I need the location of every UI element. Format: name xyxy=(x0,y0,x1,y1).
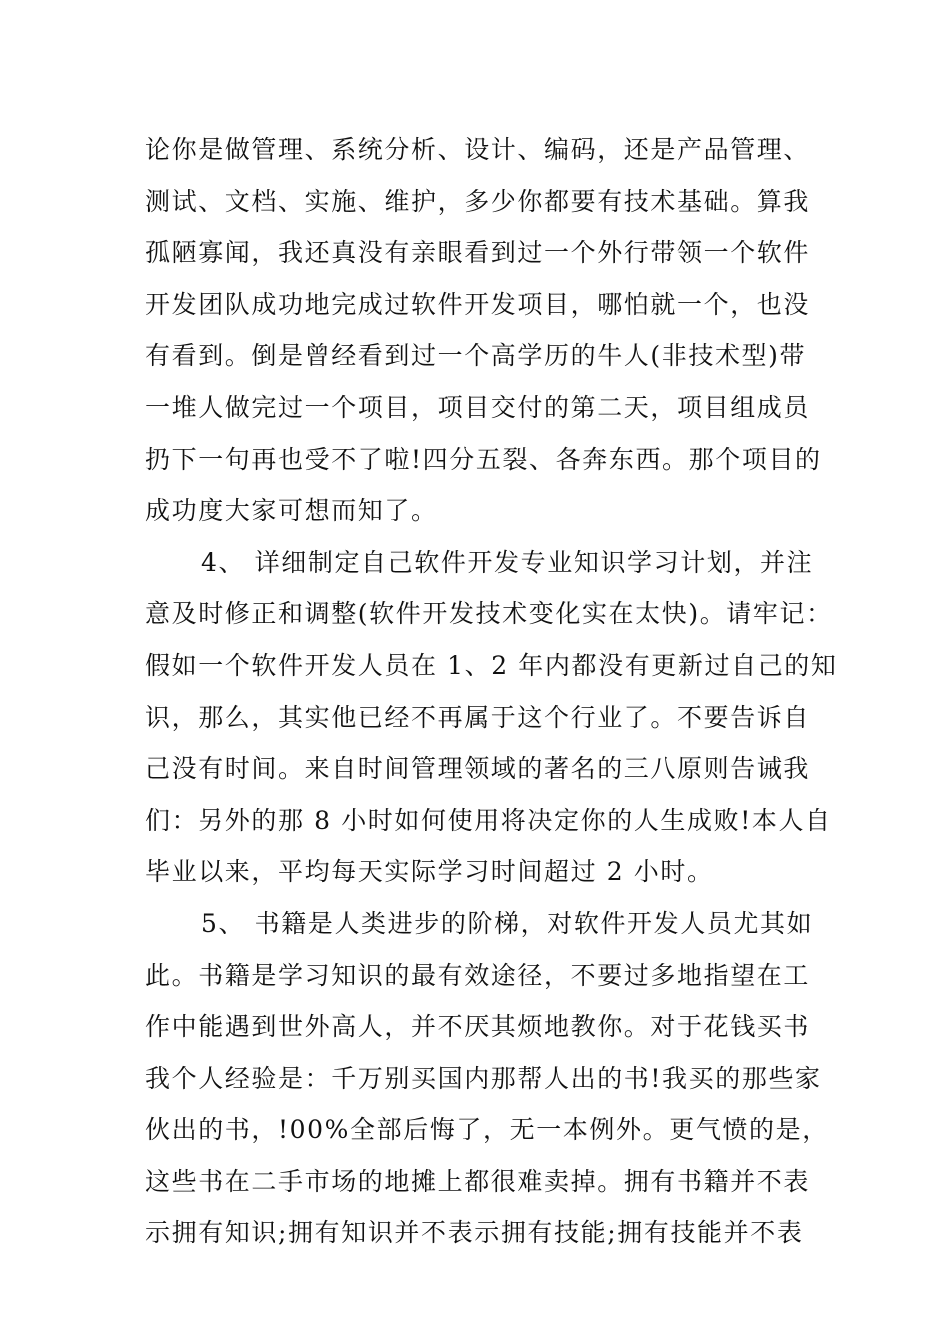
text-line: 作中能遇到世外高人，并不厌其烦地教你。对于花钱买书 xyxy=(145,1012,811,1042)
item-4-first-line: 4、 详细制定自己软件开发专业知识学习计划，并注 xyxy=(201,547,814,577)
text-line: 测试、文档、实施、维护，多少你都要有技术基础。算我 xyxy=(145,186,811,216)
text-line: 有看到。倒是曾经看到过一个高学历的牛人(非技术型)带 xyxy=(145,341,807,371)
text-line: 扔下一句再也受不了啦!四分五裂、各奔东西。那个项目的 xyxy=(145,444,822,474)
text-line: 意及时修正和调整(软件开发技术变化实在太快)。请牢记： xyxy=(145,599,833,629)
text-line: 开发团队成功地完成过软件开发项目，哪怕就一个，也没 xyxy=(145,289,811,319)
text-line: 示拥有知识;拥有知识并不表示拥有技能;拥有技能并不表 xyxy=(145,1218,804,1248)
text-line: 成功度大家可想而知了。 xyxy=(145,496,438,526)
text-line: 毕业以来，平均每天实际学习时间超过 2 小时。 xyxy=(145,857,714,887)
text-line: 己没有时间。来自时间管理领域的著名的三八原则告诫我 xyxy=(145,754,811,784)
text-line: 识，那么，其实他已经不再属于这个行业了。不要告诉自 xyxy=(145,702,811,732)
text-line: 伙出的书，!00%全部后悔了，无一本例外。更气愤的是， xyxy=(145,1115,829,1145)
text-line: 一堆人做完过一个项目，项目交付的第二天，项目组成员 xyxy=(145,392,811,422)
text-line: 孤陋寡闻，我还真没有亲眼看到过一个外行带领一个软件 xyxy=(145,238,811,268)
item-5-first-line: 5、 书籍是人类进步的阶梯，对软件开发人员尤其如 xyxy=(201,908,814,938)
body-text xyxy=(145,124,838,1259)
text-line: 们：另外的那 8 小时如何使用将决定你的人生成败!本人自 xyxy=(145,805,832,835)
text-line: 假如一个软件开发人员在 1、2 年内都没有更新过自己的知 xyxy=(145,650,838,680)
text-line: 这些书在二手市场的地摊上都很难卖掉。拥有书籍并不表 xyxy=(145,1166,811,1196)
text-line: 此。书籍是学习知识的最有效途径，不要过多地指望在工 xyxy=(145,960,811,990)
text-line: 论你是做管理、系统分析、设计、编码，还是产品管理、 xyxy=(145,135,811,164)
text-line: 我个人经验是：千万别买国内那帮人出的书!我买的那些家 xyxy=(145,1063,822,1093)
